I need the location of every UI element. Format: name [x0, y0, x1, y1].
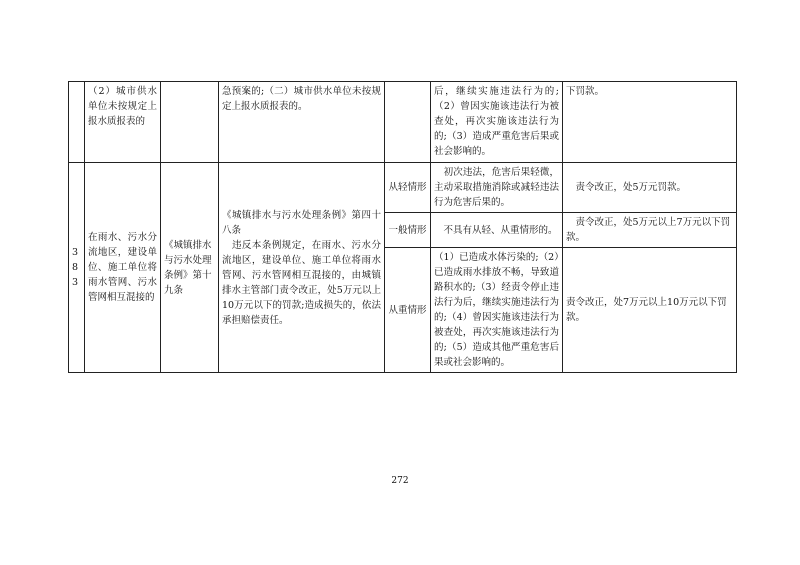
circumstance-cell: 从重情形 [385, 248, 431, 373]
criteria-cell: 初次违法，危害后果轻微，主动采取措施消除或减轻违法行为危害后果的。 [431, 163, 563, 213]
criteria-cell: （1）已造成水体污染的;（2）已造成雨水排放不畅，导致道路积水的;（3）经责令停止违法行为后，继续实施违法行为的;（4）曾因实施该违法行为被查处，再次实施该违法行为的;（5）造成其他严重危害后果或社会影响的。 [431, 248, 563, 373]
violation-cell: 在雨水、污水分流地区，建设单位、施工单位将雨水管网、污水管网相互混接的 [85, 163, 161, 373]
circumstance-cell: 从轻情形 [385, 163, 431, 213]
penalty-cell: 责令改正，处5万元以上7万元以下罚款。 [563, 213, 737, 248]
table-row [69, 163, 737, 213]
circumstance-cell: 一般情形 [385, 213, 431, 248]
legal-text-cell: 《城镇排水与污水处理条例》第四十八条 违反本条例规定，在雨水、污水分流地区，建设单位、施工单位将雨水管网、污水管网相互混接的，由城镇排水主管部门责令改正，处5万元以上10万元以下的罚款;造成损失的，依法承担赔偿责任。 [219, 163, 385, 373]
criteria-cell: 不具有从轻、从重情形的。 [431, 213, 563, 248]
row-number-cell: 383 [69, 163, 85, 373]
row-number-cell [69, 82, 85, 163]
penalty-cell: 责令改正，处7万元以上10万元以下罚款。 [563, 248, 737, 373]
legal-basis-cell [161, 82, 219, 163]
criteria-cell: 后，继续实施违法行为的;（2）曾因实施该违法行为被查处，再次实施该违法行为的;（3）造成严重危害后果或社会影响的。 [431, 82, 563, 163]
circumstance-cell [385, 82, 431, 163]
table-row [69, 82, 737, 163]
legal-basis-cell: 《城镇排水与污水处理条例》第十九条 [161, 163, 219, 373]
legal-text-cell: 急预案的;（二）城市供水单位未按规定上报水质报表的。 [219, 82, 385, 163]
page-number: 272 [391, 476, 409, 486]
violation-cell: （2）城市供水单位未按规定上报水质报表的 [85, 82, 161, 163]
penalty-standard-table [68, 81, 737, 373]
penalty-cell: 责令改正，处5万元罚款。 [563, 163, 737, 213]
penalty-cell: 下罚款。 [563, 82, 737, 163]
